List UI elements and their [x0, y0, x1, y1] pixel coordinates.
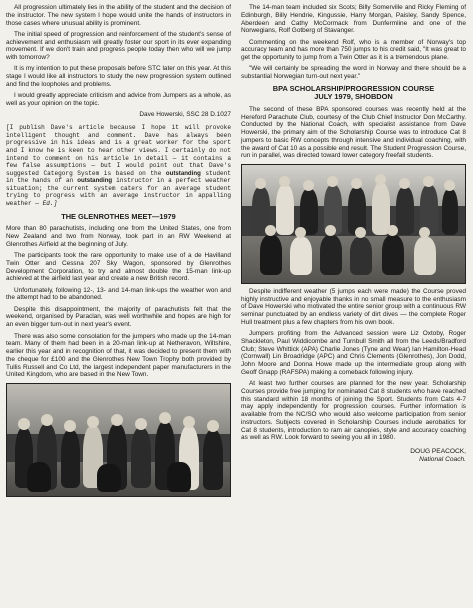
glenrothes-section-title: THE GLENROTHES MEET—1979 — [61, 211, 176, 221]
editor-initials: Ed.] — [42, 200, 58, 208]
editor-note-emphasis-2: outstanding — [77, 177, 113, 185]
left-paragraph-4: I would greatly appreciate criticism and advice from Jumpers as a whole, as well as your opinion on the topic. — [6, 92, 231, 108]
bpa-paragraph-3: Jumpers profiting from the Advanced session were Liz Oxtoby, Roger Shackleton, Paul Widdicombe and Turnbull Smith all from the Leeds/Bradford Club; Steve Whittick (APA) Charlie Jones (Tyne and Wear) Ian Hamilton-Head (Cornwall) Lin Broadridge (APC) and Chris Clements (Glenrothes), Jon Dodd, John Moore and Donna Howe made up the intermediate group along with Geoff Gnapp (RAFSPA) making a comeback following injury. — [241, 330, 466, 376]
editor-note-text-3: instructor in a perfect weather situation; the current system caters for an average student trying to progress with an average instructor in appalling weather — — [6, 177, 231, 208]
left-paragraph-2: The initial speed of progression and reinforcement of the student's sense of achievement and enthusiasm will greatly foster our sport in its ever expanding movement. If we don't train and progress people today then who will we jump with tomorrow? — [6, 30, 231, 62]
glenrothes-paragraph-3: Unfortunately, following 12-, 13- and 14-man link-ups the weather won and the attempt had to be abandoned. — [6, 286, 231, 302]
bpa-paragraph-4: At least two further courses are planned for the new year. Scholarship Courses provide free jumping for nominated Cat 8 students who have reached this standard within 18 months of joining the Sport. Students from Cats 4-7 may apply independently for progression courses. Further information is available from the NC/SO who would also welcome participation from senior instructors. Subjects covered in Scholarship Courses include aerobatics for Cat 8 students, introduction to ram air canopies, style and accuracy coaching as well as RW. Look forward to seeing you all in 1980. — [241, 380, 466, 442]
bpa-title-line-2: JULY 1979, SHOBDON — [314, 92, 393, 102]
editor-note-text-1: [I publish Dave's article because I hope it will provoke intelligent thought and comment. Dave has always been progressive in his ideas and is a great worker for the sport and I know he is keen to hear other views. I certainly do not intend to comment on his article in detail — it contains a few false assumptions — but I would point out that Dave's suggested Categorg System is based on the — [6, 124, 231, 177]
scholarship-group-photo — [241, 164, 466, 284]
right-paragraph-1: The 14-man team included six Scots; Billy Somerville and Ricky Fleming of Edinburgh, Billy Hendrie, Kingussie, Harry Morgan, Paisley, Sandy Spence, Aberdeen and Cathy McCormack from Dunfermline and one of the Norwegians, Rolf Gotberg of Stavanger. — [241, 4, 466, 35]
editor-note — [6, 124, 231, 208]
glenrothes-team-photo — [6, 383, 231, 497]
closing-title: National Coach. — [419, 456, 466, 464]
left-column — [6, 4, 231, 608]
editor-note-text-2: student in the hands of an — [6, 169, 231, 185]
closing-signature — [241, 448, 466, 464]
glenrothes-paragraph-5: There was also some consolation for the jumpers who made up the 14-man team. Many of them had been in a 20-man link-up at Netheravon, Wiltshire, earlier this year and in recognition of that, it was decided to present them with the cheque for £100 and the Glenrothes New Town Trophy both provided by Tullis Russell and Co Ltd, the largest independent paper manufacturers in the United Kingdom, who are based in the New Town. — [6, 332, 231, 379]
right-paragraph-3: "We will certainly be spreading the word in Norway and there should be a substantial Norwegian turn-out next year." — [241, 65, 466, 81]
left-paragraph-3: It is my intention to put these proposals before STC later on this year. At this stage I would like all instructors to study the new progression system outlined and find the loopholes and problems. — [6, 65, 231, 88]
bpa-title-line-1: BPA SCHOLARSHIP/PROGRESSION COURSE — [272, 83, 435, 93]
closing-name: DOUG PEACOCK, — [410, 448, 466, 456]
bpa-paragraph-2: Despite indifferent weather (5 jumps each were made) the Course proved highly instructive and enjoyable thanks in no small measure to the enthusiasm of Dave Howerski who motivated the entire senior group with a continuous RW seminar punctuated by an endless variety of dirt dives — the complete Roger Hull treatment plus a few chapters from his own book. — [241, 287, 466, 326]
right-paragraph-2: Commenting on the weekend Rolf, who is a member of Norway's top accuracy team and has more than 750 jumps to his credit said, "It was great to get the opportunity to jump from a Twin Otter as it is a tremendous plane. — [241, 38, 466, 62]
editor-note-emphasis-1: outstanding — [165, 169, 201, 177]
left-paragraph-1: All progression ultimately lies in the ability of the student and the decision of the instructor. The new system I hope would unite the hands of instructors in those cases where unusual ability is prominent. — [6, 4, 231, 27]
bpa-section-title — [241, 85, 466, 102]
glenrothes-paragraph-2: The participants took the rare opportunity to make use of a de Havilland Twin Otter and Cessna 207 Sky Wagon, sponsored by Glenrothes Development Corporation, to try and almost double the 15-man link-up achieved at the airfield last year and create a new British record. — [6, 252, 231, 283]
glenrothes-paragraph-4: Despite this disappointment, the majority of parachutists felt that the weekend, organised by Paraclan, was well worthwhile and hopes are high for an even bigger turn-out in next year's event. — [6, 305, 231, 329]
bpa-paragraph-1: The second of these BPA sponsored courses was recently held at the Hereford Parachute Club, courtesy of the Club Chief Instructor Don McCarthy. Conducted by the National Coach, with specialist assistance from Dave Howerski, the primary aim of the Scholarship Course was to introduce Cat 8 jumpers to basic RW concepts through intensive and individual coaching, with the award of Cat 10 as a possible end result. The Student Progression Course, run in parallel, was directed toward lower category freefall students. — [241, 105, 466, 160]
author-signature: Dave Howerski, SSC 28 D.1027 — [139, 111, 231, 119]
right-column — [241, 4, 466, 608]
glenrothes-paragraph-1: More than 80 parachutists, including one from the United States, one from New Zealand and two from Norway, took part in an RW Weekend at Glenrothes Airfield at the beginning of July. — [6, 225, 231, 248]
